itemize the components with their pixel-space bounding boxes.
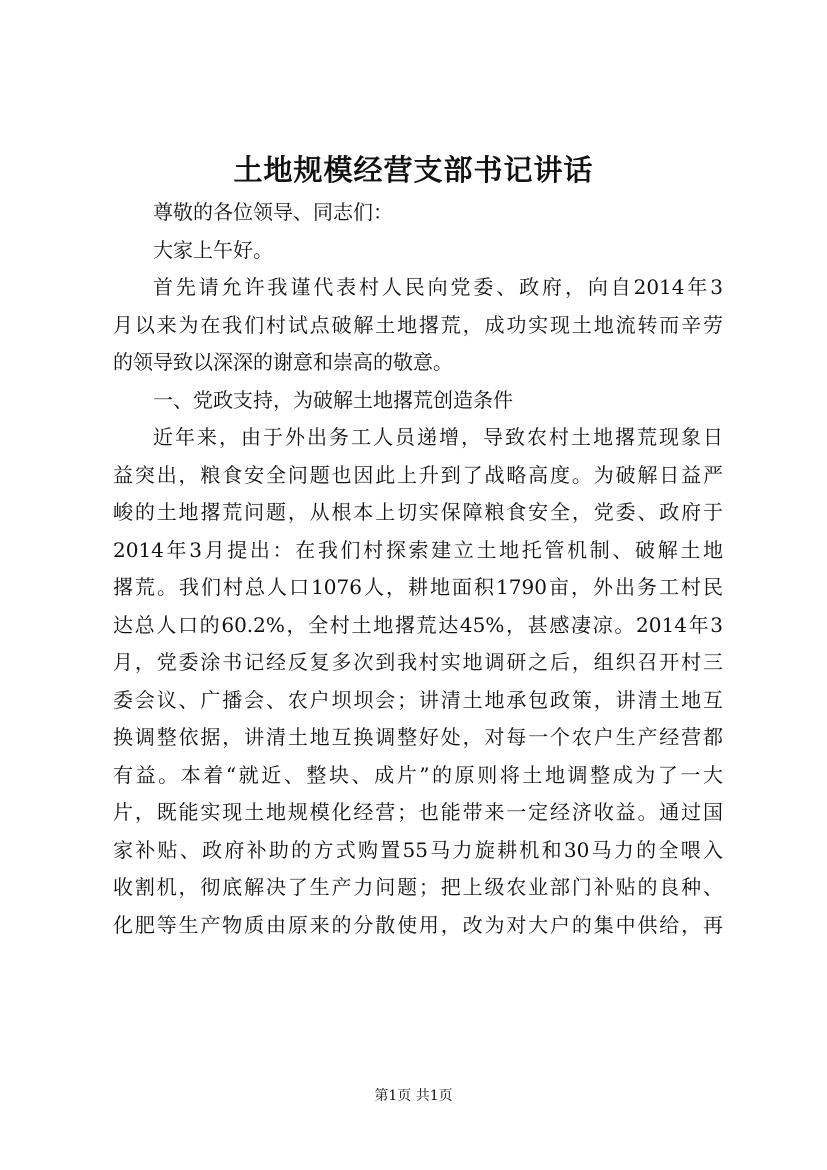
paragraph-line: 2014年3月提出：在我们村探索建立土地托管机制、破解土地 xyxy=(113,537,723,562)
page-number-footer: 第1页 共1页 xyxy=(374,1088,453,1104)
paragraph-line: 近年来，由于外出务工人员递增，导致农村土地撂荒现象日 xyxy=(153,425,723,449)
document-title: 土地规模经营支部书记讲话 xyxy=(233,153,594,187)
paragraph-line: 峻的土地撂荒问题，从根本上切实保障粮食安全，党委、政府于 xyxy=(113,500,723,524)
paragraph-line: 有益。本着“就近、整块、成片”的原则将土地调整成为了一大 xyxy=(113,762,723,787)
paragraph-line: 撂荒。我们村总人口1076人，耕地面积1790亩，外出务工村民 xyxy=(113,575,723,599)
paragraph-line: 化肥等生产物质由原来的分散使用，改为对大户的集中供给，再 xyxy=(113,912,723,937)
paragraph-line: 家补贴、政府补助的方式购置55马力旋耕机和30马力的全喂入 xyxy=(113,837,723,862)
paragraph-line: 益突出，粮食安全问题也因此上升到了战略高度。为破解日益严 xyxy=(113,462,723,487)
paragraph-line: 收割机，彻底解决了生产力问题；把上级农业部门补贴的良种、 xyxy=(113,875,723,899)
paragraph-line: 委会议、广播会、农户坝坝会；讲清土地承包政策，讲清土地互 xyxy=(113,687,723,712)
section-heading: 一、党政支持，为破解土地撂荒创造条件 xyxy=(153,387,513,412)
salutation-line: 尊敬的各位领导、同志们： xyxy=(153,200,393,224)
paragraph-line: 片，既能实现土地规模化经营；也能带来一定经济收益。通过国 xyxy=(113,800,723,824)
paragraph-line: 月，党委涂书记经反复多次到我村实地调研之后，组织召开村三 xyxy=(113,650,723,674)
paragraph-line: 达总人口的60.2%，全村土地撂荒达45%，甚感凄凉。2014年3 xyxy=(113,612,723,637)
paragraph-line: 换调整依据，讲清土地互换调整好处，对每一个农户生产经营都 xyxy=(113,725,723,749)
paragraph-line: 首先请允许我谨代表村人民向党委、政府，向自2014年3 xyxy=(153,275,723,299)
greeting-line: 大家上午好。 xyxy=(153,237,273,262)
document-body xyxy=(113,194,723,944)
paragraph-line: 月以来为在我们村试点破解土地撂荒，成功实现土地流转而辛劳 xyxy=(113,312,723,337)
paragraph-line: 的领导致以深深的谢意和崇高的敬意。 xyxy=(113,350,453,374)
